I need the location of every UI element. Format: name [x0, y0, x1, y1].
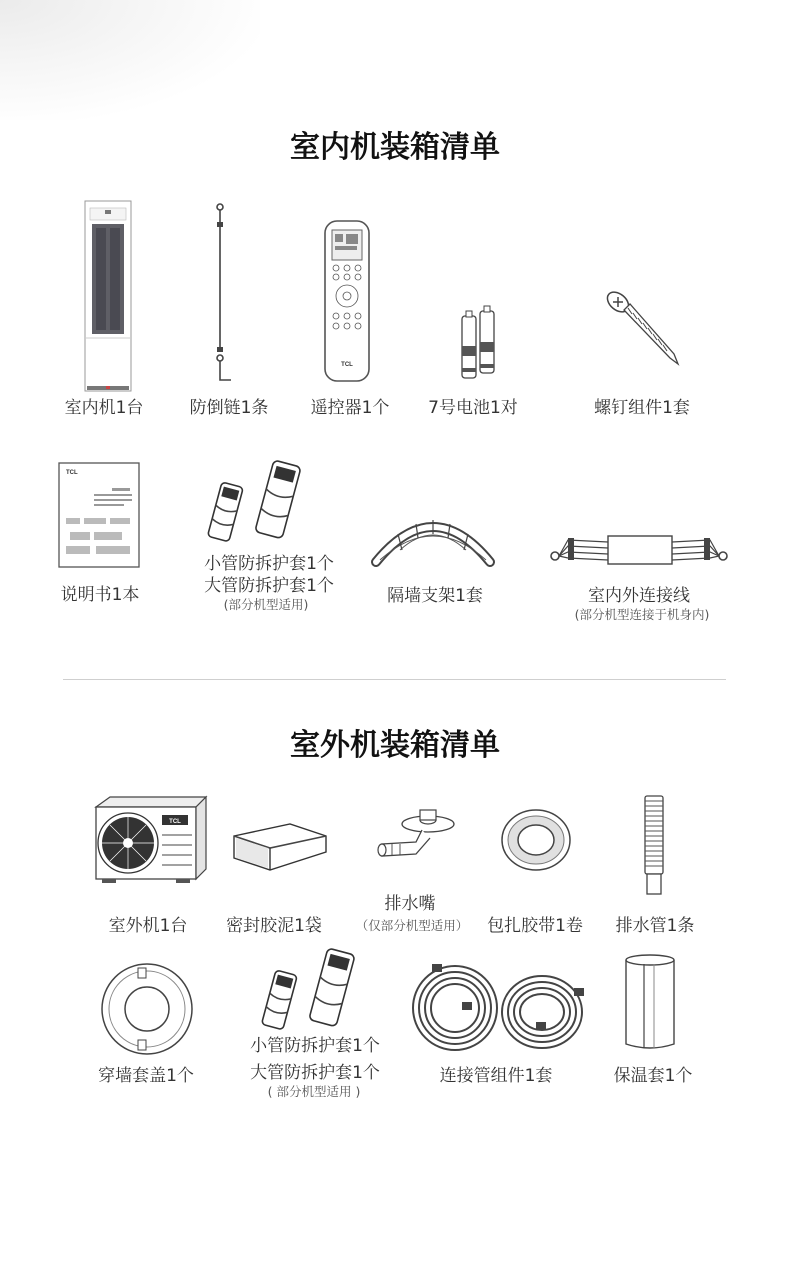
remote-control-icon [324, 220, 370, 382]
indoor-large-pipe-guard-label: 大管防拆护套1个 [204, 576, 334, 596]
battery-label: 7号电池1对 [428, 398, 518, 418]
pipe-guard-icon [216, 460, 316, 540]
screw-label: 螺钉组件1套 [594, 398, 690, 418]
manual-icon [58, 462, 140, 568]
drain-nozzle-note: （仅部分机型适用） [355, 918, 469, 933]
remote-brand-logo: TCL [341, 362, 353, 368]
drain-hose-label: 排水管1条 [615, 916, 695, 936]
indoor-unit-label: 室内机1台 [64, 398, 144, 418]
connection-cable-label: 室内外连接线 [588, 586, 690, 606]
indoor-unit-icon [84, 200, 132, 394]
connecting-pipe-icon [410, 962, 590, 1054]
pipe-guard-icon [270, 948, 370, 1028]
outdoor-unit-label: 室外机1台 [108, 916, 188, 936]
drain-nozzle-label: 排水嘴 [384, 894, 436, 914]
outdoor-brand-logo: TCL [169, 819, 181, 825]
outdoor-unit-icon [92, 795, 208, 885]
sealant-putty-label: 密封胶泥1袋 [226, 916, 322, 936]
drain-hose-icon [642, 795, 666, 897]
tape-roll-icon [500, 808, 572, 872]
indoor-small-pipe-guard-label: 小管防拆护套1个 [204, 554, 334, 574]
indoor-pipe-guard-note: (部分机型适用) [223, 597, 309, 612]
connection-cable-note: (部分机型连接于机身内) [574, 607, 710, 622]
screw-icon [604, 288, 684, 368]
anti-tip-chain-icon [205, 202, 235, 382]
insulation-sleeve-icon [624, 954, 676, 1054]
connection-cable-icon [548, 530, 730, 570]
tape-roll-label: 包扎胶带1卷 [487, 916, 583, 936]
outdoor-small-pipe-guard-label: 小管防拆护套1个 [250, 1036, 380, 1056]
anti-tip-chain-label: 防倒链1条 [189, 398, 269, 418]
manual-label: 说明书1本 [60, 585, 140, 605]
manual-brand-logo: TCL [66, 470, 78, 476]
connecting-pipe-label: 连接管组件1套 [439, 1066, 553, 1086]
outdoor-large-pipe-guard-label: 大管防拆护套1个 [250, 1063, 380, 1083]
outdoor-packing-list-title: 室外机装箱清单 [290, 728, 500, 763]
section-divider [63, 679, 726, 680]
indoor-packing-list-title: 室内机装箱清单 [290, 130, 500, 165]
corner-shade [0, 0, 260, 120]
sealant-putty-icon [232, 822, 328, 874]
wall-sleeve-cover-icon [100, 962, 194, 1056]
battery-icon [456, 304, 502, 382]
wall-bracket-icon [370, 510, 496, 572]
remote-control-label: 遥控器1个 [310, 398, 390, 418]
wall-sleeve-cover-label: 穿墙套盖1个 [98, 1066, 194, 1086]
wall-bracket-label: 隔墙支架1套 [387, 586, 483, 606]
insulation-sleeve-label: 保温套1个 [613, 1066, 693, 1086]
outdoor-pipe-guard-note: ( 部分机型适用 ) [267, 1084, 361, 1099]
drain-nozzle-icon [372, 808, 458, 858]
